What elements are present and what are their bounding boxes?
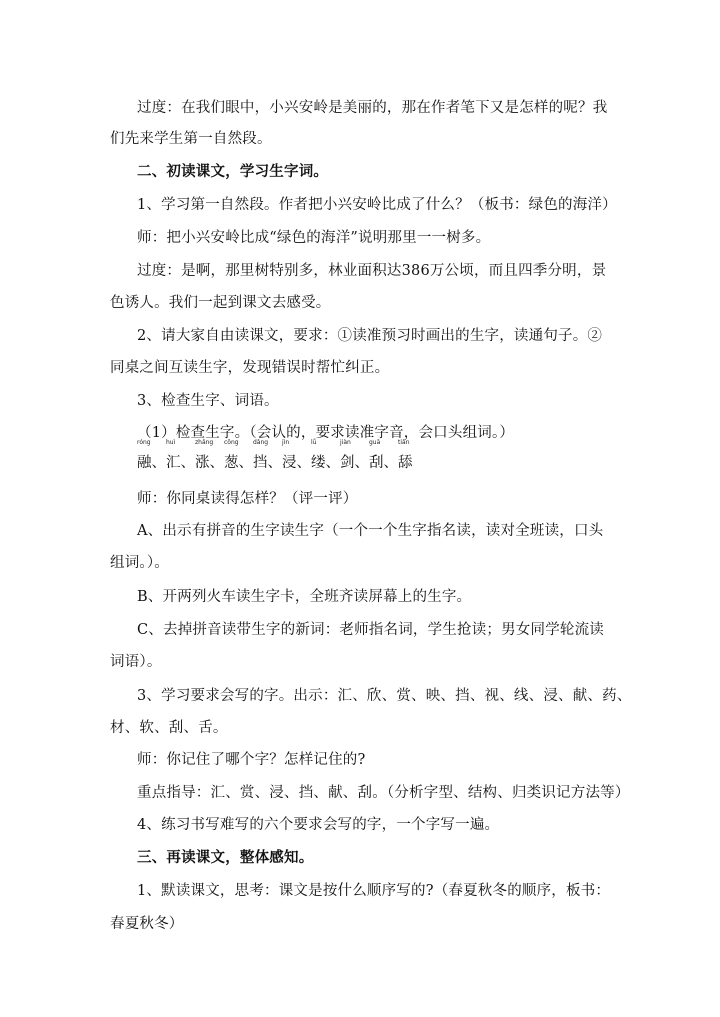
hanzi-character: 刮 [369, 455, 384, 471]
hanzi-character: 葱 [224, 455, 239, 471]
pinyin-character [253, 439, 269, 472]
paragraph-line: 3、检查生字、词语。 [137, 393, 279, 409]
hanzi-character: 剑 [340, 455, 355, 471]
hanzi-character: 浸 [282, 455, 297, 471]
paragraph-line: A、出示有拼音的生字读生字（一个一个生字指名读，读对全班读，口头 [137, 523, 604, 539]
paragraph-line: B、开两列火车读生字卡，全班齐读屏幕上的生字。 [137, 589, 472, 605]
separator: 、 [180, 455, 195, 471]
separator: 、 [296, 455, 311, 471]
hanzi-character: 缕 [311, 455, 326, 471]
separator: 、 [238, 455, 253, 471]
separator: 、 [151, 455, 166, 471]
pinyin-character [311, 439, 326, 472]
paragraph-line: 4、练习书写难写的六个要求会写的字，一个字写一遍。 [137, 817, 500, 833]
paragraph-line: C、去掉拼音读带生字的新词：老师指名词，学生抢读；男女同学轮流读 [137, 622, 604, 638]
separator: 、 [209, 455, 224, 471]
paragraph-line: 重点指导：汇、赏、浸、挡、献、刮。（分析字型、结构、归类识记方法等） [137, 785, 630, 801]
paragraph-line: 过度：在我们眼中，小兴安岭是美丽的，那在作者笔下又是怎样的呢？我 [137, 100, 608, 116]
paragraph-line: 材、软、刮、舌。 [110, 720, 228, 736]
hanzi-character: 涨 [195, 455, 210, 471]
pinyin-label: cōng [224, 439, 239, 446]
pinyin-label: lǚ [311, 439, 317, 446]
pinyin-label: zhǎng [195, 439, 214, 446]
paragraph-line: 1、默读课文，思考：课文是按什么顺序写的?（春夏秋冬的顺序，板书： [137, 883, 611, 899]
section-heading: 三、再读课文，整体感知。 [137, 849, 314, 866]
paragraph-line: 春夏秋冬） [110, 916, 184, 932]
pinyin-label: jiàn [340, 439, 351, 446]
hanzi-character: 汇 [166, 455, 181, 471]
pinyin-character [195, 439, 214, 472]
pinyin-label: tiǎn [398, 439, 410, 446]
paragraph-line: 词语）。 [110, 654, 162, 670]
paragraph-line: 色诱人。我们一起到课文去感受。 [110, 295, 331, 311]
pinyin-character [340, 439, 355, 472]
section-heading: 二、初读课文，学习生字词。 [137, 163, 329, 180]
pinyin-character [398, 439, 413, 472]
paragraph-line: 1、学习第一自然段。作者把小兴安岭比成了什么？（板书：绿色的海洋） [137, 197, 617, 213]
separator: 、 [267, 455, 282, 471]
paragraph-line: 过度：是啊，那里树特别多，林业面积达386万公顷，而且四季分明，景 [137, 263, 607, 279]
pinyin-character [166, 439, 181, 472]
pinyin-label: guā [369, 439, 381, 446]
pinyin-label: jìn [282, 439, 290, 446]
pinyin-character [137, 439, 152, 472]
paragraph-line: 同桌之间互读生字，发现错误时帮忙纠正。 [110, 360, 390, 376]
paragraph-line: 师：把小兴安岭比成“绿色的海洋”说明那里一一树多。 [137, 230, 491, 246]
paragraph-line: 师：你同桌读得怎样？（评一评） [137, 491, 358, 507]
separator: 、 [383, 455, 398, 471]
pinyin-label: róng [137, 439, 151, 446]
hanzi-character: 融 [137, 455, 152, 471]
hanzi-character: 舔 [398, 455, 413, 471]
hanzi-character: 挡 [253, 455, 268, 471]
separator: 、 [325, 455, 340, 471]
paragraph-line: 3、学习要求会写的字。出示：汇、欣、赏、映、挡、视、线、浸、献、药、 [137, 688, 632, 704]
paragraph-line: 师：你记住了哪个字？怎样记住的? [137, 752, 366, 768]
paragraph-line: 组词。）。 [110, 555, 169, 571]
pinyin-character [282, 439, 297, 472]
pinyin-character-row [137, 439, 413, 481]
pinyin-label: huì [166, 439, 176, 446]
pinyin-character [369, 439, 384, 472]
paragraph-line: 们先来学生第一自然段。 [110, 131, 272, 147]
pinyin-label: dǎng [253, 439, 269, 446]
pinyin-character [224, 439, 239, 472]
paragraph-line: （1）检查生字。（会认的，要求读准字音，会口头组词。） [137, 425, 515, 441]
paragraph-line: 2、请大家自由读课文，要求：①读准预习时画出的生字，读通句子。② [137, 328, 603, 344]
separator: 、 [354, 455, 369, 471]
